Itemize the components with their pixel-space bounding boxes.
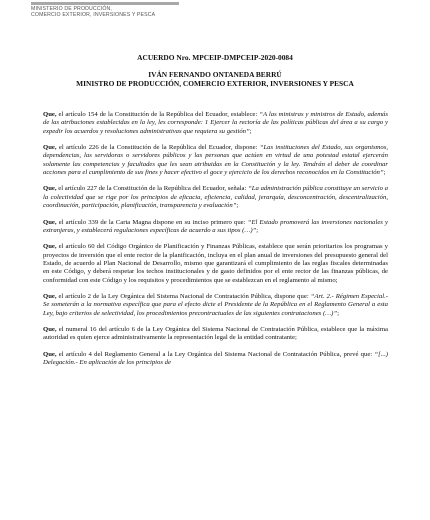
paragraph-quote: “Las instituciones del Estado, sus organismos, dependencias, las servidoras o servidores públicos y las personas que actúen en virtud de una potestad estatal ejercerán solamente las competencias y facultades que les sean atribuidas en la Constitución y la ley. Tendrán el deber de coordinar acciones para el cumplimiento de sus fines y hacer efectivo el goce y ejercicio de los derechos reconocidos en la Constitución” <box>43 144 388 176</box>
paragraph-lead: Que, <box>43 350 57 358</box>
paragraph-lead: Que, <box>43 144 57 152</box>
author-block <box>40 70 390 88</box>
paragraph-quote: “El Estado promoverá las inversiones nacionales y extranjeras, y establecerá regulaciones específicas de acuerdo a sus tipos (…)” <box>43 218 388 234</box>
ministry-logo-bar <box>31 2 179 5</box>
paragraph-text: el artículo 339 de la Carta Magna dispone en su inciso primero que: <box>56 218 248 226</box>
paragraph-tail: ; <box>249 127 252 135</box>
paragraph-tail: ; <box>337 309 339 317</box>
paragraph-tail: ; <box>236 202 239 210</box>
paragraph-text: el artículo 154 de la Constitución de la República del Ecuador, establece: <box>56 111 260 118</box>
paragraph-lead: Que, <box>43 185 57 193</box>
considerando-paragraph <box>43 326 388 343</box>
paragraph-text: el artículo 2 de la Ley Orgánica del Sistema Nacional de Contratación Pública, dispone que: <box>56 292 311 300</box>
author-title: MINISTRO DE PRODUCCIÓN, COMERCIO EXTERIOR, INVERSIONES Y PESCA <box>76 79 354 88</box>
considerando-paragraph <box>43 111 388 136</box>
considerando-paragraph <box>43 243 388 284</box>
considerando-paragraph <box>43 185 388 210</box>
paragraph-text: el artículo 226 de la Constitución de la República del Ecuador, dispone: <box>56 144 260 152</box>
paragraph-quote: “Art. 2.- Régimen Especial.- Se someterán a la normativa específica que para el efecto dicte el Presidente de la República en el Reglamento General a esta Ley, bajo criterios de selectividad, los procedimientos precontractuales de las siguientes contrataciones (…)” <box>43 292 388 317</box>
paragraph-lead: Que, <box>43 111 57 118</box>
considerando-paragraph <box>43 351 388 368</box>
paragraph-quote: “[...) Delegación.- En aplicación de los principios de <box>43 350 388 367</box>
paragraph-tail: ; <box>383 168 386 176</box>
paragraph-quote: “La administración pública constituye un servicio a la colectividad que se rige por los principios de eficacia, eficiencia, calidad, jerarquía, desconcentración, descentralización, coordinación, participación, planificación, transparencia y evaluación” <box>43 185 388 210</box>
considerando-paragraph <box>43 144 388 177</box>
paragraph-lead: Que, <box>43 243 57 251</box>
paragraph-text: el numeral 16 del artículo 6 de la Ley Orgánica del Sistema Nacional de Contratación Pública, establece que la máxima autoridad es quien ejerce administrativamente la representación legal de la entidad contratante; <box>43 326 388 342</box>
author-name: IVÁN FERNANDO ONTANEDA BERRÚ <box>148 70 282 79</box>
considerando-paragraph <box>43 293 388 318</box>
considerando-paragraph <box>43 219 388 236</box>
paragraph-text: el artículo 60 del Código Orgánico de Planificación y Finanzas Públicas, establece que serán prioritarios los programas y proyectos de inversión que el ente rector de la planificación, incluya en el plan anual de inversiones del presupuesto general del Estado, de acuerdo al Plan Nacional de Desarrollo, mismo que garantizará el cumplimiento de las reglas fiscales determinadas en este Código, y deberá respetar los techos institucionales y de gasto definidos por el ente rector de las finanzas públicas, de conformidad con este Código y los requisitos y procedimientos que se establezcan en el reglamento al mismo; <box>43 243 388 284</box>
paragraph-lead: Que, <box>43 218 57 226</box>
paragraph-lead: Que, <box>43 326 57 334</box>
ministry-name-line-1: MINISTERIO DE PRODUCCIÓN, <box>31 6 112 12</box>
paragraph-tail: ; <box>256 226 259 234</box>
paragraph-lead: Que, <box>43 292 57 300</box>
document-body <box>43 111 388 376</box>
paragraph-text: el artículo 227 de la Constitución de la República del Ecuador, señala: <box>56 185 249 193</box>
paragraph-quote: “A las ministras y ministros de Estado, además de las atribuciones establecidas en la ley, les corresponde: 1 Ejercer la rectoría de las políticas públicas del área a su cargo y expedir los acuerdos y resoluciones administrativas que requiera su gestión” <box>43 111 388 135</box>
agreement-number: ACUERDO Nro. MPCEIP-DMPCEIP-2020-0084 <box>137 53 293 62</box>
paragraph-text: el artículo 4 del Reglamento General a la Ley Orgánica del Sistema Nacional de Contratación Pública, prevé que: <box>56 350 375 358</box>
ministry-name-line-2: COMERCIO EXTERIOR, INVERSIONES Y PESCA <box>31 12 156 18</box>
